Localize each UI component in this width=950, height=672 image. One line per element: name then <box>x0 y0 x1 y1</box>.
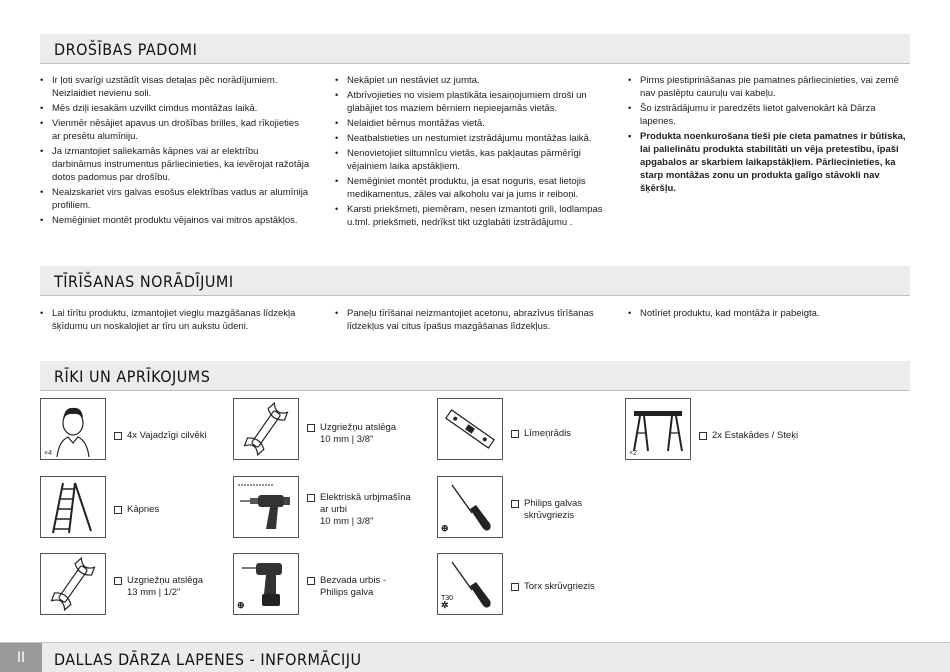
tool-spanner-13 <box>40 553 203 615</box>
ladder-icon <box>40 476 106 538</box>
people-label: 4x Vajadzīgi cilvēki <box>127 430 207 441</box>
drill-label-wrap <box>307 492 411 528</box>
level-checkbox[interactable] <box>511 430 519 438</box>
trestle-label-wrap <box>699 430 798 442</box>
spanner-icon <box>233 398 299 460</box>
footer-title: DALLAS DĀRZA LAPENES - INFORMĀCIJU <box>54 650 362 669</box>
safety-item: • Mēs dziļi iesakām uzvilkt cimdus montāžas laikā. <box>40 102 310 115</box>
torx-label: Torx skrūvgriezis <box>524 581 595 592</box>
trestle-icon <box>625 398 691 460</box>
people-count: ×4 <box>44 450 52 457</box>
safety-item: • Ir ļoti svarīgi uzstādīt visas detaļas pēc norādījumiem. Neizlaidiet nevienu soli. <box>40 74 310 100</box>
tool-trestle <box>625 398 798 460</box>
person-icon <box>40 398 106 460</box>
cordless-drill-icon <box>233 553 299 615</box>
drill-checkbox[interactable] <box>307 494 315 502</box>
spanner-icon <box>40 553 106 615</box>
philips-checkbox[interactable] <box>511 500 519 508</box>
philips-badge-icon: ⊕ <box>441 523 449 533</box>
spanner13-label: Uzgriežņu atslēga 13 mm | 1/2" <box>127 575 204 598</box>
safety-col-2 <box>335 74 605 231</box>
cleaning-item-1: • Lai tīrītu produktu, izmantojiet vieglu mazgāšanas līdzekļa šķīdumu un noskalojiet ar tīru un aukstu ūdeni. <box>40 307 315 333</box>
safety-item: • Vienmēr nēsājiet apavus un drošības brilles, kad rīkojieties ar presētu alumīniju. <box>40 117 310 143</box>
safety-header <box>40 34 910 64</box>
safety-col-3 <box>628 74 913 197</box>
safety-item-bold: • Produkta noenkurošana tieši pie cieta pamatnes ir būtiska, lai palielinātu produkta stabilitāti un vēja pretestību, īpaši apgabalos ar skarbiem laikapstākļiem. Pārliecinieties, ka starp montāžas zonu un produkta galīgo stāvokli nav šķēršļu. <box>628 130 913 195</box>
tool-drill <box>233 476 411 538</box>
torx-badge-icon: ✲ <box>441 600 449 610</box>
spirit-level-icon <box>437 398 503 460</box>
cordless-label: Bezvada urbis - Philips galva <box>320 575 387 598</box>
tool-philips <box>437 476 582 538</box>
safety-item: • Atbrīvojieties no visiem plastikāta iesaiņojumiem droši un glabājiet tos maziem bērniem nepieejamās vietās. <box>335 89 605 115</box>
tools-title: RĪKI UN APRĪKOJUMS <box>54 367 211 386</box>
safety-item: • Nenovietojiet siltumnīcu vietās, kas pakļautas pārmērīgi vējainiem laika apstākļiem. <box>335 147 605 173</box>
level-label-wrap <box>511 428 571 440</box>
people-checkbox[interactable] <box>114 432 122 440</box>
cleaning-col-3 <box>628 307 908 322</box>
spanner13-checkbox[interactable] <box>114 577 122 585</box>
safety-item: • Nekāpiet un nestāviet uz jumta. <box>335 74 605 87</box>
cordless-label-wrap <box>307 575 386 599</box>
torx-size-label: T30 <box>441 595 454 602</box>
torx-label-wrap <box>511 581 595 593</box>
cleaning-item-3: • Notīriet produktu, kad montāža ir pabeigta. <box>628 307 908 320</box>
cordless-badge-icon: ⊕ <box>237 600 245 610</box>
safety-item: • Pirms piestiprināšanas pie pamatnes pārliecinieties, vai zemē nav paslēptu cauruļu vai kabeļu. <box>628 74 913 100</box>
tool-people <box>40 398 207 460</box>
ladder-label: Kāpnes <box>127 504 160 515</box>
safety-item: • Nemēģiniet montēt produktu vējainos vai mitros apstākļos. <box>40 214 310 227</box>
tool-ladder <box>40 476 159 538</box>
spanner10-checkbox[interactable] <box>307 424 315 432</box>
safety-item: • Nemēģiniet montēt produktu, ja esat noguris, esat lietojis medikamentus, zāles vai alkoholu vai ja jums ir reiboņi. <box>335 175 605 201</box>
philips-label: Philips galvas skrūvgriezis <box>524 498 583 521</box>
level-label: Līmeņrādis <box>524 428 571 439</box>
safety-item: • Šo izstrādājumu ir paredzēts lietot galvenokārt kā Dārza lapenes. <box>628 102 913 128</box>
spanner10-label-wrap <box>307 422 396 446</box>
ladder-checkbox[interactable] <box>114 506 122 514</box>
drill-label: Elektriskā urbjmašīna ar urbi 10 mm | 3/8" <box>320 492 411 527</box>
safety-item: • Karsti priekšmeti, piemēram, nesen izmantoti grili, lodlampas u.tml. priekšmeti, nedrīkst tikt uzglabāti izstrādājumu . <box>335 203 605 229</box>
tool-cordless <box>233 553 386 615</box>
torx-screwdriver-icon <box>437 553 503 615</box>
tools-header <box>40 361 910 391</box>
cleaning-header <box>40 266 910 296</box>
trestle-checkbox[interactable] <box>699 432 707 440</box>
spanner13-label-wrap <box>114 575 203 599</box>
safety-item: • Neaizskariet virs galvas esošus elektrības vadus ar alumīnija profiliem. <box>40 186 310 212</box>
safety-col-1 <box>40 74 310 229</box>
tool-torx <box>437 553 595 615</box>
cleaning-title: TĪRĪŠANAS NORĀDĪJUMI <box>54 272 234 291</box>
ladder-label-wrap <box>114 504 159 516</box>
trestle-count: ×2 <box>629 450 637 457</box>
cleaning-col-1 <box>40 307 315 335</box>
tool-spanner-10 <box>233 398 396 460</box>
safety-title: DROŠĪBAS PADOMI <box>54 40 198 59</box>
philips-label-wrap <box>511 498 582 522</box>
tool-level <box>437 398 571 460</box>
drill-icon <box>233 476 299 538</box>
safety-item: • Ja izmantojiet saliekamās kāpnes vai ar elektrību darbināmus instrumentus pārliecinieties, ka ievērojat ražotāja dotos padomus par drošību. <box>40 145 310 184</box>
cleaning-col-2 <box>335 307 610 335</box>
people-label-wrap <box>114 430 207 442</box>
page-number: II <box>0 643 42 672</box>
philips-screwdriver-icon <box>437 476 503 538</box>
torx-checkbox[interactable] <box>511 583 519 591</box>
spanner10-label: Uzgriežņu atslēga 10 mm | 3/8" <box>320 422 397 445</box>
safety-item: • Nelaidiet bērnus montāžas vietā. <box>335 117 605 130</box>
safety-item: • Neatbalstieties un nestumiet izstrādājumu montāžas laikā. <box>335 132 605 145</box>
cleaning-item-2: • Paneļu tīrīšanai neizmantojiet acetonu, abrazīvus tīrīšanas līdzekļus vai citus īpašus mazgāšanas līdzekļus. <box>335 307 610 333</box>
trestle-label: 2x Estakādes / Steķi <box>712 430 799 441</box>
cordless-checkbox[interactable] <box>307 577 315 585</box>
footer <box>0 642 950 672</box>
